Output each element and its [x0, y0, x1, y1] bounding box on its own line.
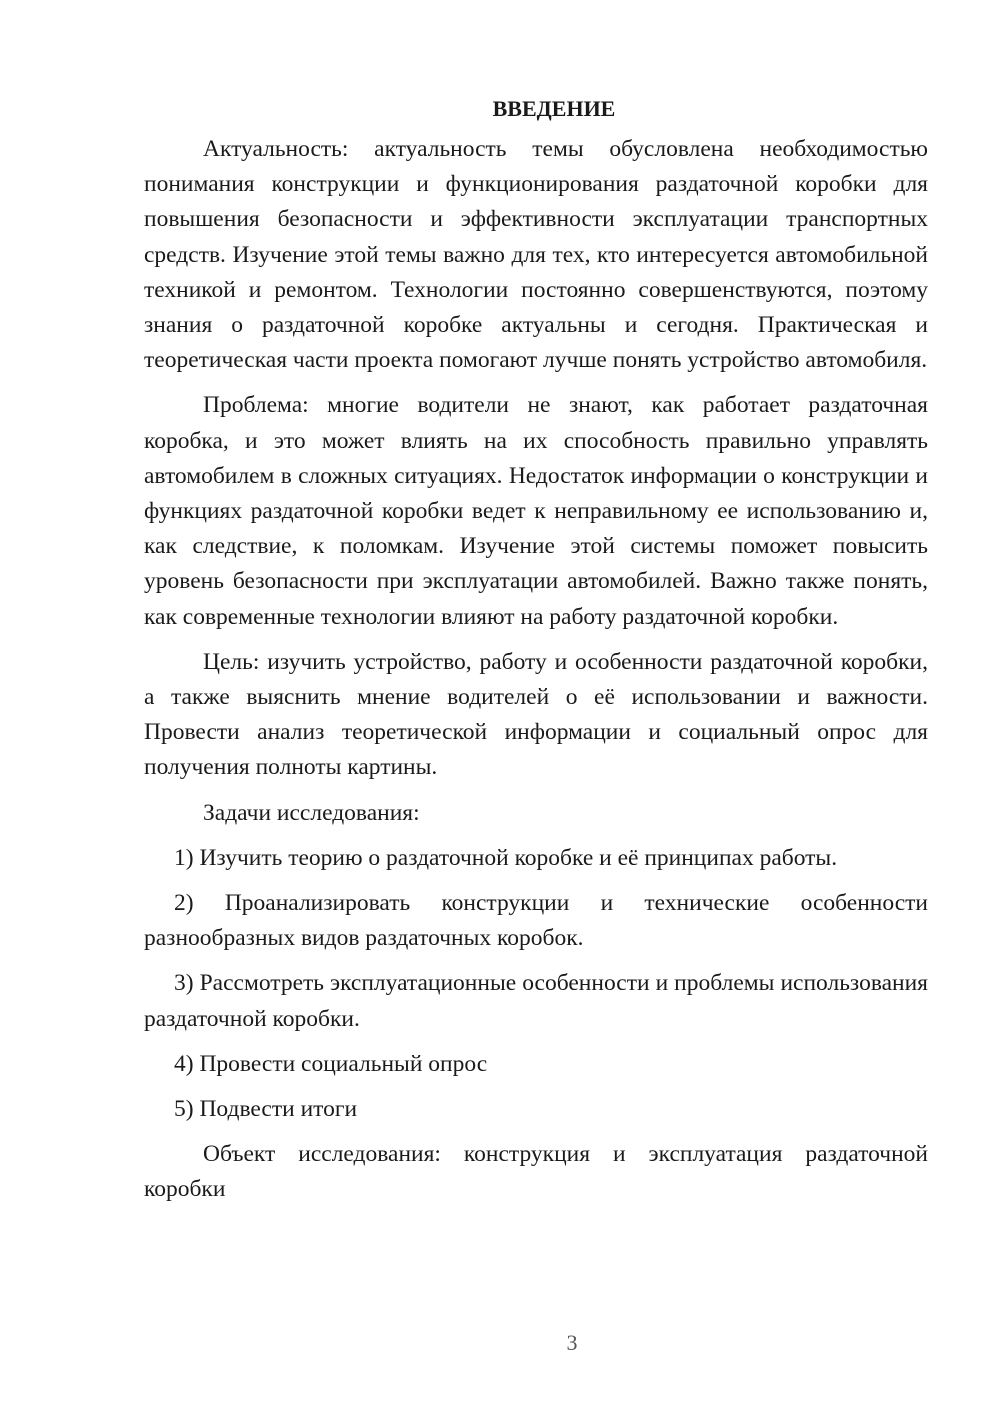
task-item-5: 5) Подвести итоги	[174, 1096, 358, 1123]
task-item-3: 3) Рассмотреть эксплуатационные особенности и проблемы использования раздаточной коробки.	[144, 970, 928, 1032]
section-title: ВВЕДЕНИЕ	[492, 96, 616, 121]
task-item-2: 2) Проанализировать конструкции и технические особенности разнообразных видов раздаточных коробок.	[144, 890, 928, 952]
paragraph-problem: Проблема: многие водители не знают, как работает раздаточная коробка, и это может влиять на их способность правильно управлять автомобилем в сложных ситуациях. Недостаток информации о конструкции и функциях раздаточной коробки ведет к неправильному ее использованию и, как следствие, к поломкам. Изучение этой системы поможет повысить уровень безопасности при эксплуатации автомобилей. Важно также понять, как современные технологии влияют на работу раздаточной коробки.	[144, 392, 928, 630]
paragraph-object: Объект исследования: конструкция и эксплуатация раздаточной коробки	[144, 1141, 928, 1203]
paragraph-relevance: Актуальность: актуальность темы обусловлена необходимостью понимания конструкции и функционирования раздаточной коробки для повышения безопасности и эффективности эксплуатации транспортных средств. Изучение этой темы важно для тех, кто интересуется автомобильной техникой и ремонтом. Технологии постоянно совершенствуются, поэтому знания о раздаточной коробке актуальны и сегодня. Практическая и теоретическая части проекта помогают лучше понять устройство автомобиля.	[144, 136, 928, 374]
tasks-heading: Задачи исследования:	[203, 799, 420, 826]
document-page	[144, 92, 928, 1208]
task-item-1: 1) Изучить теорию о раздаточной коробке и её принципах работы.	[174, 844, 838, 871]
page-number: 3	[566, 1330, 578, 1355]
task-item-4: 4) Провести социальный опрос	[174, 1050, 488, 1077]
paragraph-goal: Цель: изучить устройство, работу и особенности раздаточной коробки, а также выяснить мнение водителей о её использовании и важности. Провести анализ теоретической информации и социальный опрос для получения полноты картины.	[144, 648, 928, 781]
